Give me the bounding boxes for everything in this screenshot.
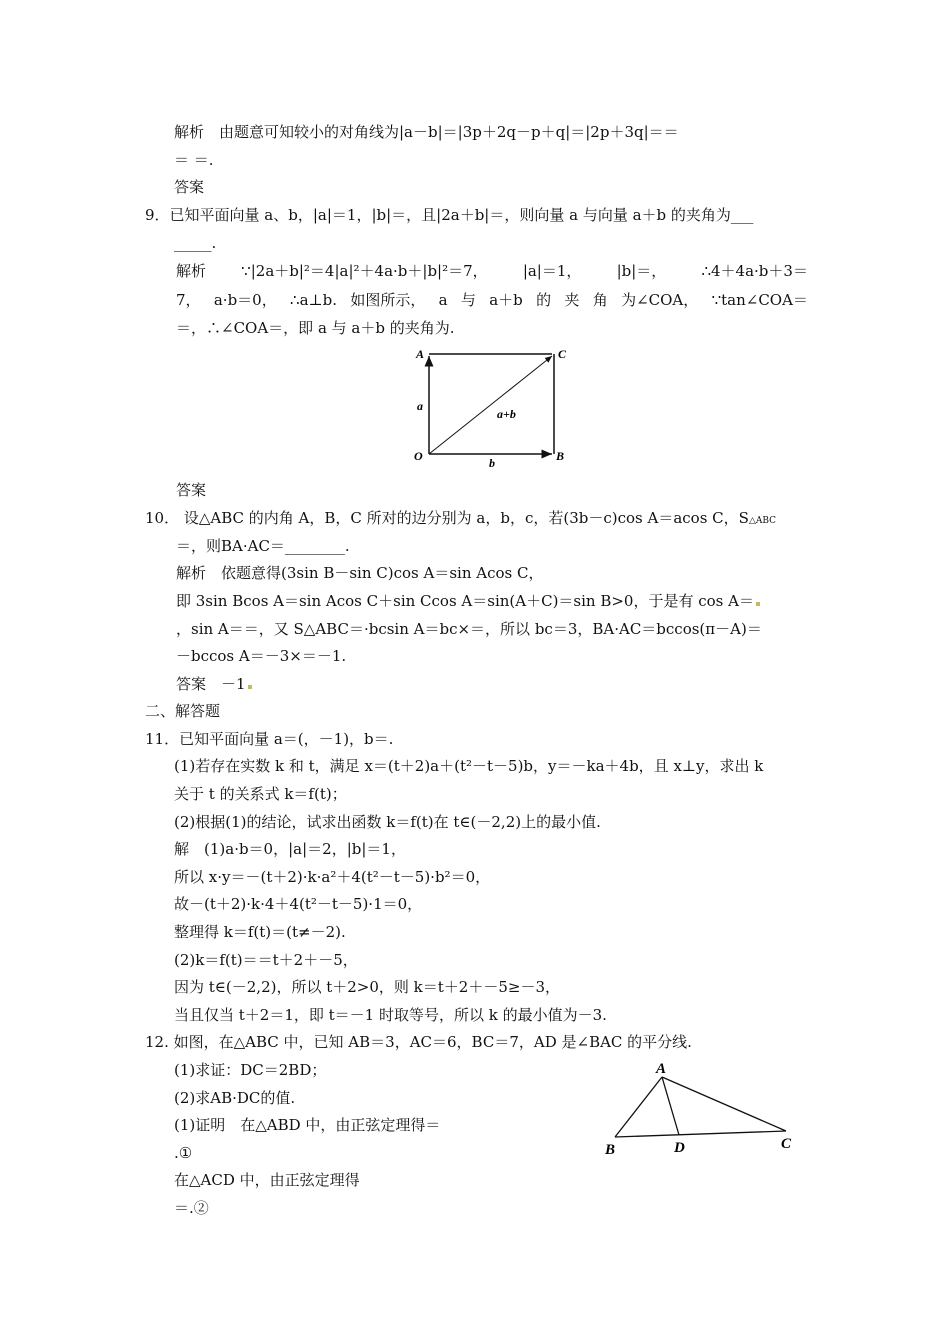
- marker-dot: [248, 685, 252, 689]
- q11-stem: 11．已知平面向量 a＝(，－1)，b＝.: [145, 730, 394, 748]
- q9-label-side-b: b: [489, 456, 495, 470]
- q9-a2-10: 为∠COA，: [621, 291, 699, 309]
- q9-analysis-line2: [176, 290, 808, 310]
- q9-label-a-point: A: [416, 347, 425, 361]
- q9-figure: [400, 340, 590, 470]
- q12-triangle-figure: [596, 1060, 806, 1160]
- q12-proof-line3: 在△ACD 中，由正弦定理得: [174, 1171, 360, 1189]
- q9-a1-2: |a|＝1，: [522, 262, 582, 280]
- q11-solution-line: 整理得 k＝f(t)＝(t≠－2).: [174, 923, 346, 941]
- q12-proof-line1: (1)证明 在△ABD 中，由正弦定理得＝: [174, 1116, 441, 1134]
- q9-a2-2: ∴a⊥b.: [290, 291, 337, 309]
- q9-label-b-point: B: [556, 449, 565, 463]
- q12-proof-line4: ＝.②: [174, 1199, 209, 1217]
- q10-stem-line2: ＝，则BA·AC＝________.: [176, 537, 350, 555]
- q12-proof-line2: .①: [174, 1144, 193, 1162]
- q9-a2-1: a·b＝0，: [213, 291, 277, 309]
- q12-part2: (2)求AB·DC的值.: [174, 1089, 296, 1107]
- q10-answer: [176, 674, 252, 694]
- q9-a1-3: |b|＝，: [616, 262, 667, 280]
- q8-answer: 答案: [174, 178, 205, 196]
- q10-analysis-line3: ，sin A＝＝，又 S△ABC＝·bcsin A＝bc×＝，所以 bc＝3，BA·AC＝bccos(π－A)＝: [176, 620, 762, 638]
- q8-analysis: 解析 由题意可知较小的对角线为|a－b|＝|3p＋2q－p＋q|＝|2p＋3q|＝＝: [174, 123, 679, 141]
- q10-analysis-line4: －bccos A＝－3×＝－1.: [176, 647, 347, 665]
- q12-part1: (1)求证：DC＝2BD；: [174, 1061, 327, 1079]
- q12-bisector-ad: [662, 1077, 679, 1135]
- q9-a1-4: ∴4＋4a·b＋3＝: [701, 262, 808, 280]
- q8-analysis-cont: ＝ ＝.: [174, 151, 214, 169]
- q10-answer-text: 答案 －1: [176, 675, 246, 693]
- q11-solution-line: 解 (1)a·b＝0，|a|＝2，|b|＝1，: [174, 840, 406, 858]
- q9-a2-5: 与: [460, 291, 476, 309]
- q9-label-side-a: a: [417, 399, 423, 413]
- q12-side-ac: [662, 1077, 786, 1131]
- q12-label-b: B: [605, 1142, 616, 1158]
- q11-solution-line: (2)k＝f(t)＝＝t＋2＋－5，: [174, 951, 358, 969]
- q11-part1-line2: 关于 t 的关系式 k＝f(t)；: [174, 785, 347, 803]
- q9-a2-9: 角: [592, 291, 608, 309]
- q9-stem-cont: _____.: [174, 234, 217, 252]
- q12-side-bc: [615, 1131, 786, 1137]
- q12-side-ab: [615, 1077, 662, 1137]
- q10-stem-text: 10． 设△ABC 的内角 A，B，C 所对的边分别为 a，b，c，若(3b－c)cos A＝acos C，S: [145, 509, 749, 527]
- q11-solution-line: 故－(t＋2)·k·4＋4(t²－t－5)·1＝0，: [174, 895, 423, 913]
- q9-a2-11: ∵tan∠COA＝: [711, 291, 808, 309]
- q10-analysis-line2-text: 即 3sin Bcos A＝sin Acos C＋sin Ccos A＝sin(A＋C)＝sin B>0，于是有 cos A＝: [176, 592, 754, 610]
- q10-analysis-line1: 解析 依题意得(3sin B－sin C)cos A＝sin Acos C，: [176, 564, 544, 582]
- q9-a2-7: 的: [536, 291, 552, 309]
- marker-dot: [756, 602, 760, 606]
- q9-stem: 9．已知平面向量 a、b，|a|＝1，|b|＝，且|2a＋b|＝，则向量 a 与向量 a＋b 的夹角为___: [145, 206, 754, 224]
- q11-part2: (2)根据(1)的结论，试求出函数 k＝f(t)在 t∈(－2,2)上的最小值.: [174, 813, 601, 831]
- q12-label-c: C: [781, 1136, 792, 1152]
- q9-a2-3: 如图所示，: [350, 291, 426, 309]
- q11-solution-line: 因为 t∈(－2,2)，所以 t＋2>0，则 k＝t＋2＋－5≥－3，: [174, 978, 560, 996]
- q9-a2-8: 夹: [564, 291, 580, 309]
- q10-stem-line1: [145, 508, 776, 531]
- q9-label-diag: a+b: [497, 407, 516, 421]
- q10-stem-subscript: △ABC: [748, 516, 777, 526]
- q9-a1-0: 解析: [176, 262, 207, 280]
- q10-analysis-line2: [176, 591, 760, 611]
- q11-solution-line: 当且仅当 t＋2＝1，即 t＝－1 时取等号，所以 k 的最小值为－3.: [174, 1006, 607, 1024]
- q9-analysis-line3: ＝，∴∠COA＝，即 a 与 a＋b 的夹角为.: [176, 319, 455, 337]
- q11-solution-line: 所以 x·y＝－(t＋2)·k·a²＋4(t²－t－5)·b²＝0，: [174, 868, 491, 886]
- q12-label-d: D: [674, 1140, 685, 1156]
- section-heading: 二、解答题: [145, 702, 221, 720]
- q9-label-c-point: C: [558, 347, 567, 361]
- q9-answer: 答案: [176, 481, 207, 499]
- q9-diagonal-oc: [429, 356, 552, 454]
- q12-stem: 12. 如图，在△ABC 中，已知 AB＝3，AC＝6，BC＝7，AD 是∠BAC 的平分线.: [145, 1033, 692, 1051]
- q9-a2-6: a＋b: [489, 291, 523, 309]
- q12-label-a: A: [656, 1061, 667, 1077]
- q9-a2-4: a: [438, 291, 448, 309]
- q9-a1-1: ∵|2a＋b|²＝4|a|²＋4a·b＋|b|²＝7，: [241, 262, 488, 280]
- q9-analysis-line1: [176, 261, 808, 281]
- q11-part1-line1: (1)若存在实数 k 和 t，满足 x＝(t＋2)a＋(t²－t－5)b，y＝－ka＋4b，且 x⊥y，求出 k: [174, 757, 764, 775]
- q9-label-o-point: O: [414, 449, 423, 463]
- q9-a2-0: 7，: [176, 291, 201, 309]
